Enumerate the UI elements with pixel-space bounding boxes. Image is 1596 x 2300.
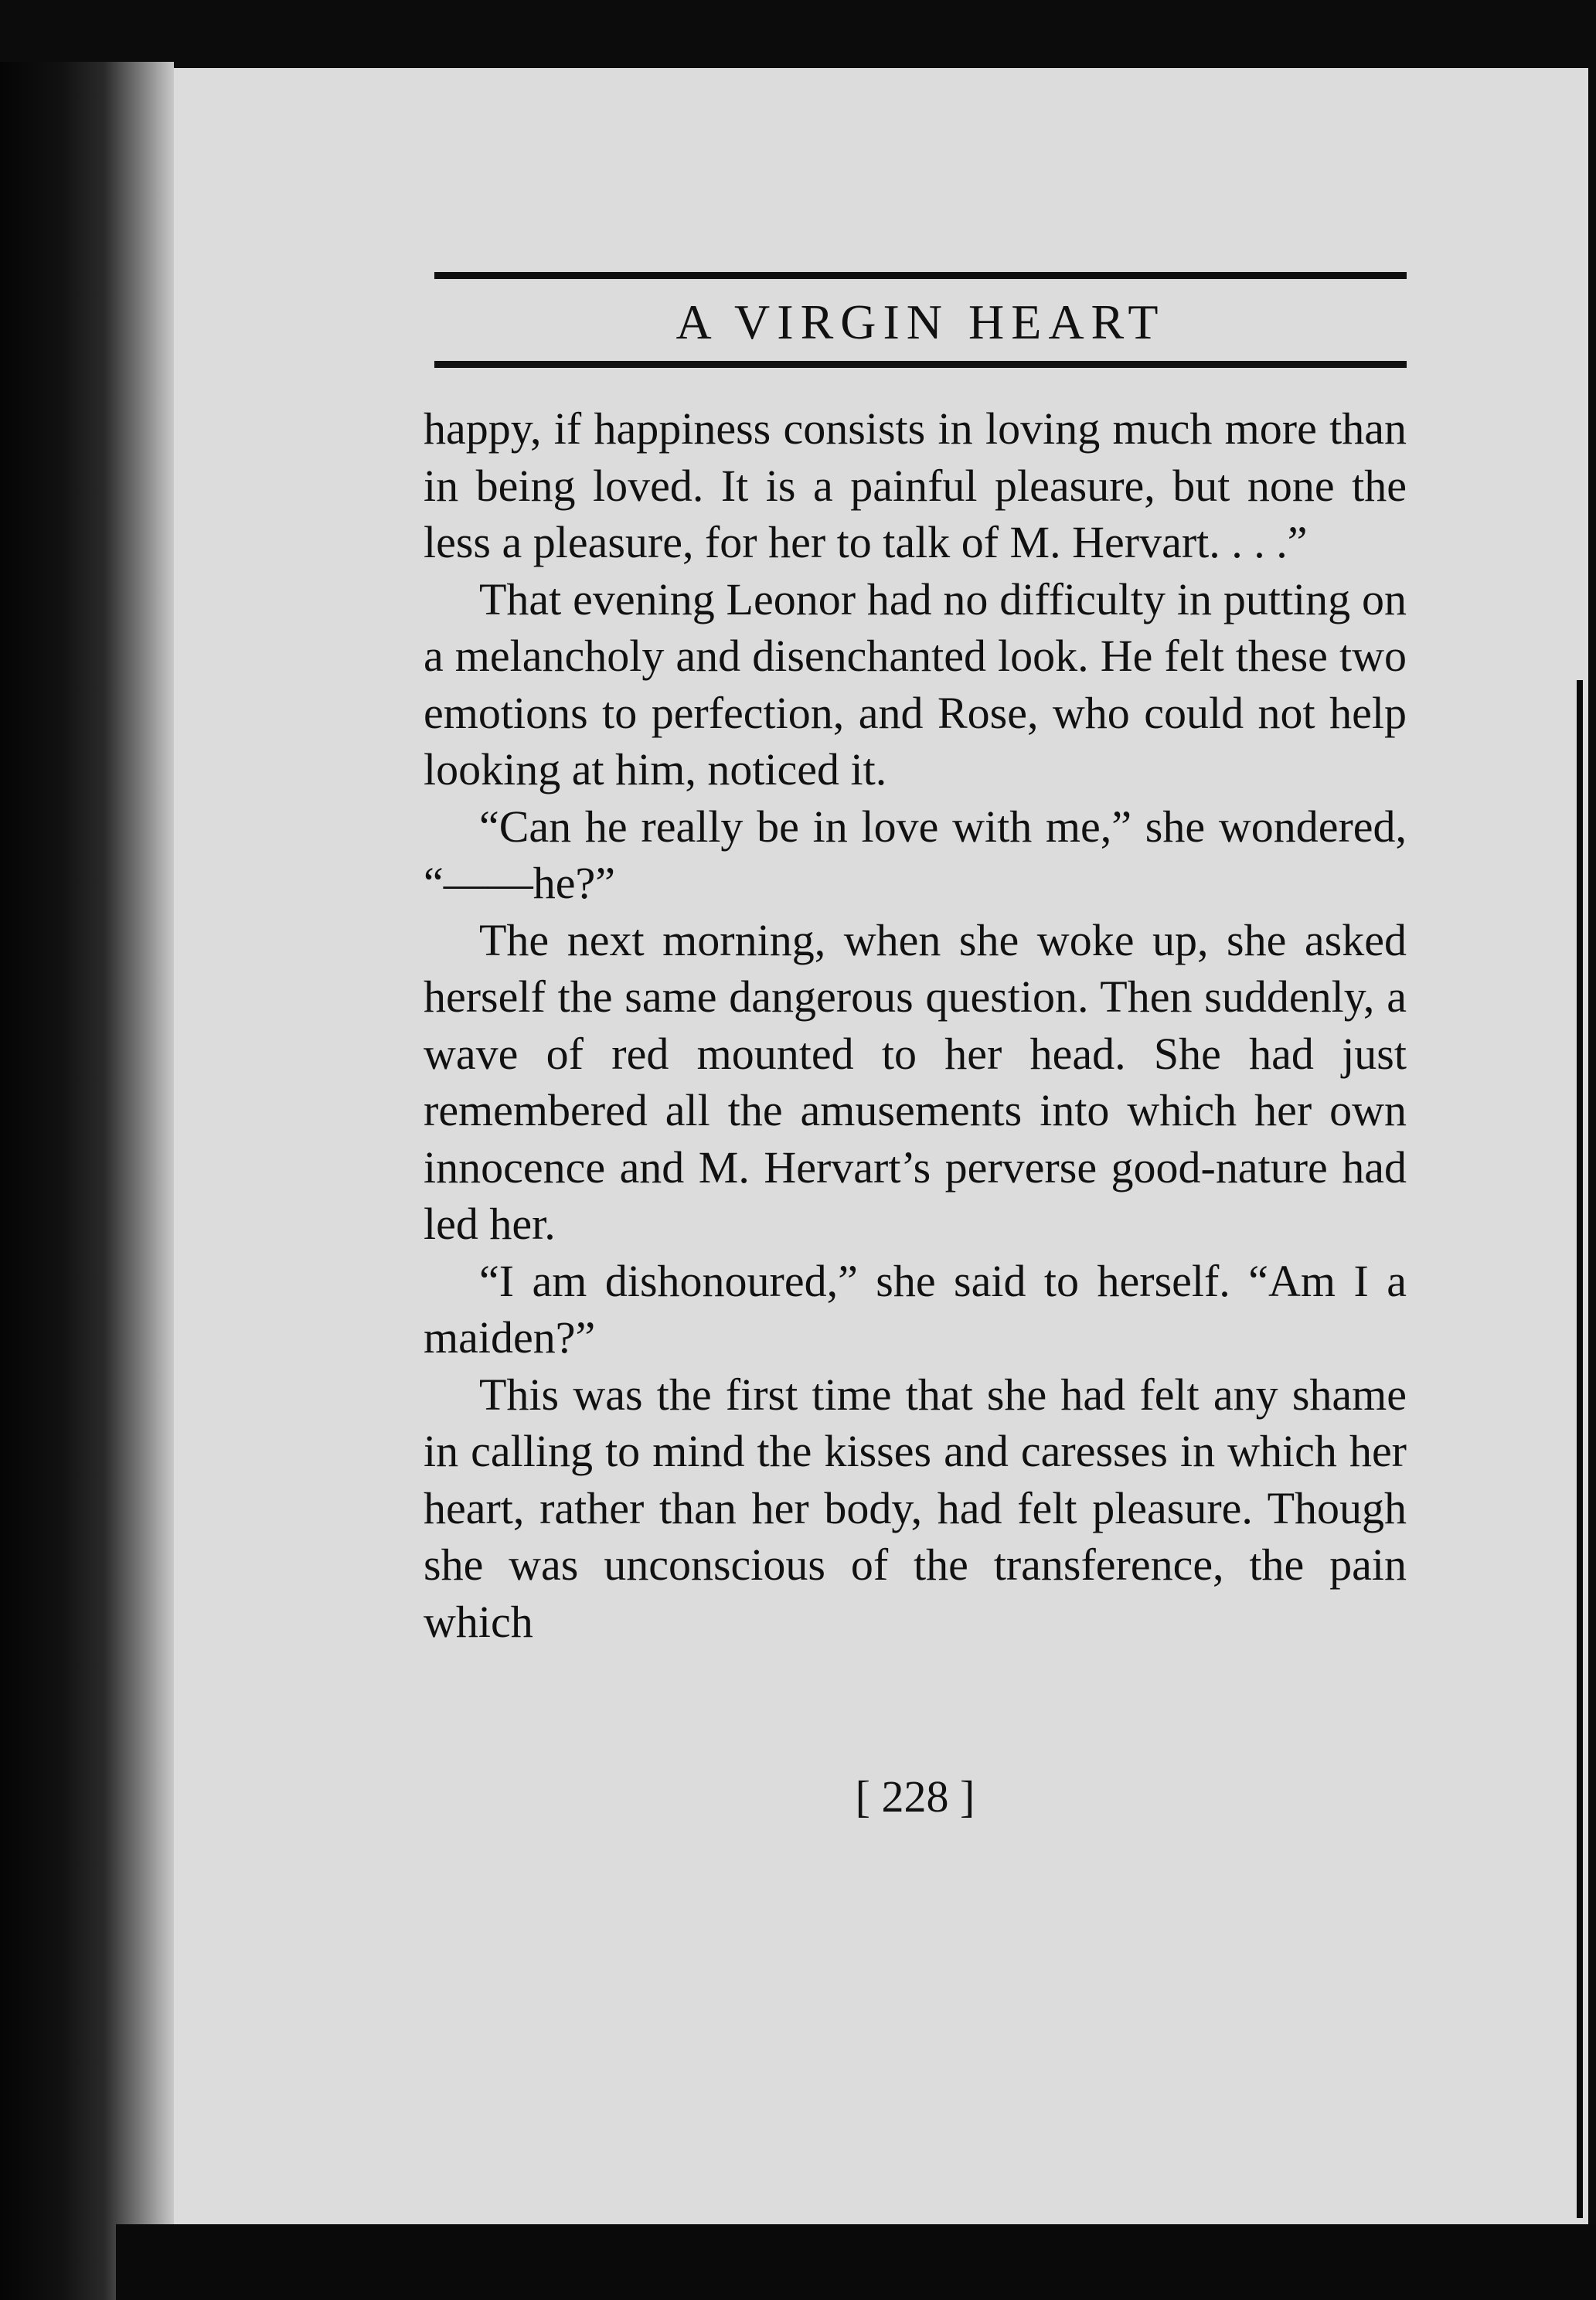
header-rule-top — [434, 272, 1407, 279]
paragraph: That evening Leonor had no difficulty in putting on a melancholy and disenchanted look. He felt these two emotions to perfection, and Rose, who could not help looking at him, noticed it. — [424, 573, 1407, 794]
scan-bottom-border — [116, 2224, 1596, 2300]
paragraph: “I am dishonoured,” she said to herself. “Am I a maiden?” — [424, 1255, 1407, 1363]
header-rule-bottom — [434, 361, 1407, 368]
running-head: A VIRGIN HEART — [675, 294, 1166, 349]
paragraph: “Can he really be in love with me,” she wondered, “——he?” — [424, 801, 1407, 908]
page-number: [ 228 ] — [855, 1771, 975, 1822]
paragraph: This was the first time that she had felt any shame in calling to mind the kisses and caresses in which her heart, rather than her body, had felt pleasure. Though she was unconscious of the transference, the pain which — [424, 1369, 1407, 1647]
book-gutter — [0, 62, 174, 2300]
body-text — [424, 400, 1407, 1650]
page-edge — [1577, 680, 1583, 2218]
paragraph: The next morning, when she woke up, she asked herself the same dangerous question. Then suddenly, a wave of red mounted to her head. She had just remembered all the amusements into which her own innocence and M. Hervart’s perverse good-nature had led her. — [424, 914, 1407, 1249]
paragraph: happy, if happiness consists in loving much more than in being loved. It is a painful pleasure, but none the less a pleasure, for her to talk of M. Hervart. . . .” — [424, 403, 1407, 567]
